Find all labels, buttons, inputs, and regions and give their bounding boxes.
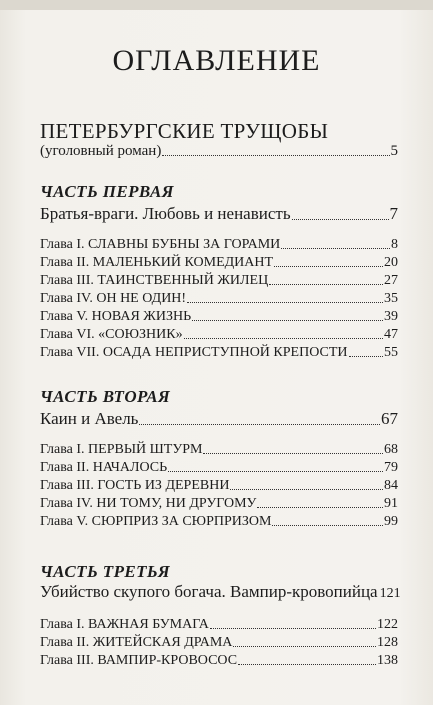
- chapter-title: Глава II. МАЛЕНЬКИЙ КОМЕДИАНТ: [40, 255, 274, 270]
- chapter-title: Глава VII. ОСАДА НЕПРИСТУПНОЙ КРЕПОСТИ: [40, 345, 348, 360]
- chapter-title: Глава IV. НИ ТОМУ, НИ ДРУГОМУ: [40, 496, 257, 511]
- page-number: 122: [377, 617, 398, 632]
- leader-dots: [210, 628, 376, 629]
- page-number: 7: [389, 204, 398, 223]
- chapter-title: Глава V. СЮРПРИЗ ЗА СЮРПРИЗОМ: [40, 514, 272, 529]
- leader-dots: [168, 471, 383, 472]
- part-1-description-line: [40, 204, 398, 224]
- page-number: 84: [384, 478, 398, 493]
- chapter-title: Глава IV. ОН НЕ ОДИН!: [40, 291, 187, 306]
- page-number: 8: [391, 237, 398, 252]
- chapter-title: Глава II. НАЧАЛОСЬ: [40, 460, 168, 475]
- page-number: 20: [384, 255, 398, 270]
- page-top-edge: [0, 0, 433, 10]
- leader-dots: [187, 302, 383, 303]
- page-number: 91: [384, 496, 398, 511]
- toc-chapter-row: [40, 514, 398, 530]
- toc-chapter-row: [40, 255, 398, 271]
- part-description: Каин и Авель: [40, 409, 139, 428]
- chapter-title: Глава V. НОВАЯ ЖИЗНЬ: [40, 309, 192, 324]
- toc-chapter-row: [40, 345, 398, 361]
- book-subtitle-line: [40, 143, 398, 160]
- chapter-title: Глава III. ГОСТЬ ИЗ ДЕРЕВНИ: [40, 478, 230, 493]
- page-number: 99: [384, 514, 398, 529]
- page-number: 47: [384, 327, 398, 342]
- leader-dots: [139, 424, 380, 425]
- page-number: 121: [379, 586, 401, 601]
- page-number: 138: [377, 653, 398, 668]
- leader-dots: [184, 338, 383, 339]
- toc-chapter-row: [40, 635, 398, 651]
- page-number: 68: [384, 442, 398, 457]
- book-subtitle: (уголовный роман): [40, 143, 162, 159]
- page-number: 35: [384, 291, 398, 306]
- leader-dots: [238, 664, 376, 665]
- page-number: 5: [390, 143, 398, 159]
- chapter-title: Глава II. ЖИТЕЙСКАЯ ДРАМА: [40, 635, 233, 650]
- chapter-title: Глава VI. «СОЮЗНИК»: [40, 327, 183, 342]
- leader-dots: [230, 489, 383, 490]
- page-number: 128: [377, 635, 398, 650]
- leader-dots: [272, 525, 383, 526]
- leader-dots: [162, 155, 389, 156]
- leader-dots: [203, 453, 383, 454]
- page-number: 39: [384, 309, 398, 324]
- part-2-description-line: [40, 409, 398, 429]
- toc-chapter-row: [40, 617, 398, 633]
- leader-dots: [233, 646, 376, 647]
- page-number: 55: [384, 345, 398, 360]
- part-1-heading: ЧАСТЬ ПЕРВАЯ: [40, 182, 174, 201]
- leader-dots: [269, 284, 383, 285]
- part-description: Братья-враги. Любовь и ненависть: [40, 204, 291, 223]
- toc-chapter-row: [40, 460, 398, 476]
- part-2-heading: ЧАСТЬ ВТОРАЯ: [40, 387, 171, 406]
- toc-chapter-row: [40, 653, 398, 669]
- part-description: Убийство скупого богача. Вампир-кровопийца: [40, 582, 378, 601]
- toc-chapter-row: [40, 291, 398, 307]
- page-number: 67: [381, 409, 398, 428]
- toc-chapter-row: [40, 442, 398, 458]
- toc-chapter-row: [40, 496, 398, 512]
- leader-dots: [257, 507, 383, 508]
- toc-chapter-row: [40, 237, 398, 253]
- leader-dots: [274, 266, 383, 267]
- toc-chapter-row: [40, 273, 398, 289]
- toc-chapter-row: [40, 478, 398, 494]
- chapter-title: Глава III. ТАИНСТВЕННЫЙ ЖИЛЕЦ: [40, 273, 269, 288]
- part-3-heading: ЧАСТЬ ТРЕТЬЯ: [40, 562, 170, 581]
- toc-chapter-row: [40, 309, 398, 325]
- page-number: 27: [384, 273, 398, 288]
- toc-chapter-row: [40, 327, 398, 343]
- toc-title: ОГЛАВЛЕНИЕ: [112, 44, 321, 77]
- book-title: ПЕТЕРБУРГСКИЕ ТРУЩОБЫ: [40, 119, 329, 143]
- leader-dots: [349, 356, 384, 357]
- part-3-description-line: [40, 582, 401, 602]
- chapter-title: Глава I. СЛАВНЫ БУБНЫ ЗА ГОРАМИ: [40, 237, 281, 252]
- leader-dots: [292, 219, 389, 220]
- leader-dots: [192, 320, 383, 321]
- chapter-title: Глава III. ВАМПИР-КРОВОСОС: [40, 653, 238, 668]
- page-number: 79: [384, 460, 398, 475]
- chapter-title: Глава I. ПЕРВЫЙ ШТУРМ: [40, 442, 203, 457]
- chapter-title: Глава I. ВАЖНАЯ БУМАГА: [40, 617, 209, 632]
- leader-dots: [281, 248, 390, 249]
